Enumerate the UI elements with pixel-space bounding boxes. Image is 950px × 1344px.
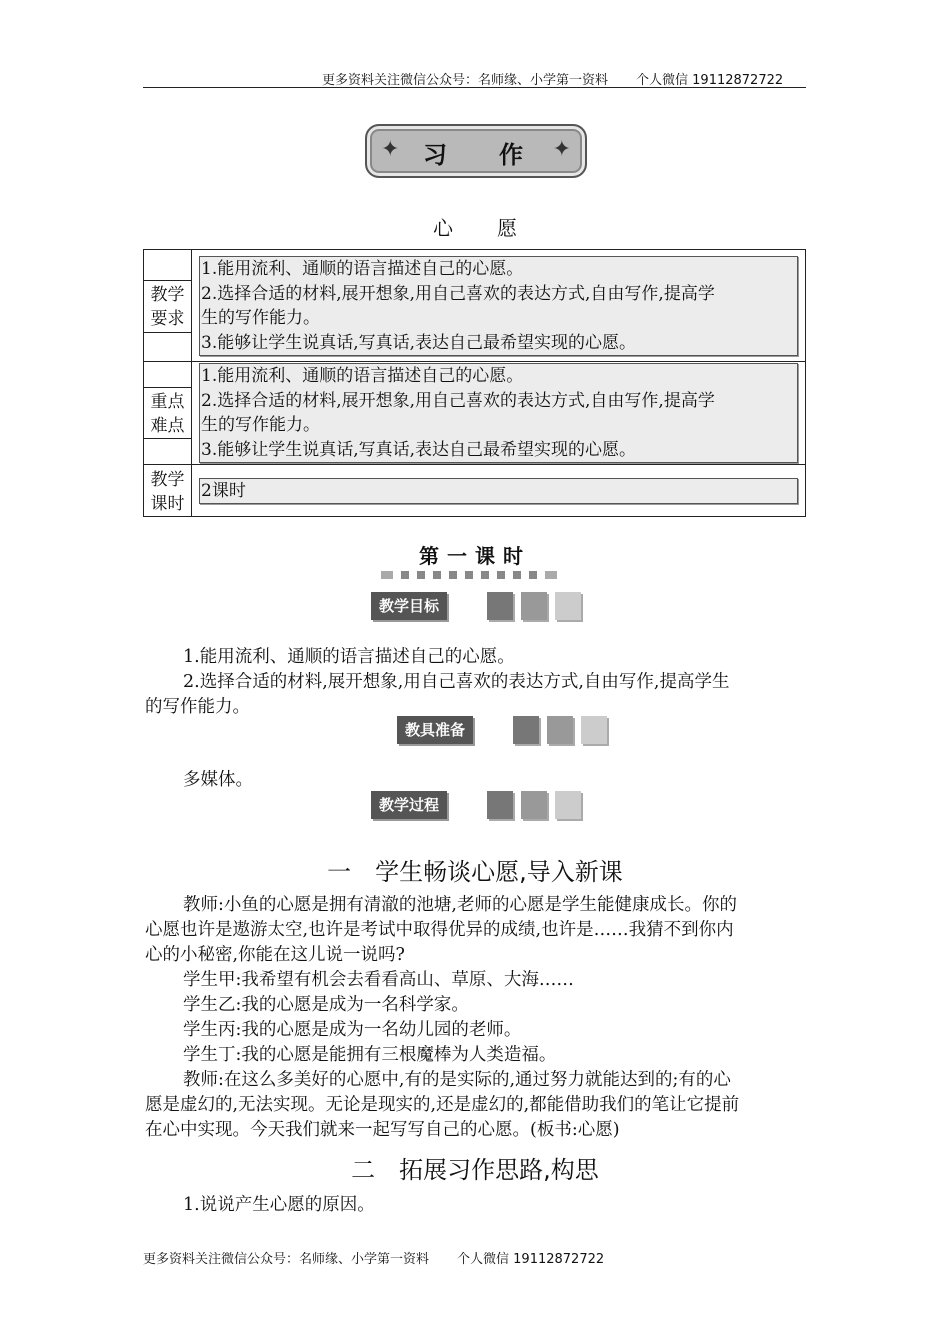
- badge-square: [521, 592, 547, 620]
- lesson-table: [143, 249, 806, 517]
- badge-square: [513, 716, 539, 744]
- cell-line: 2.选择合适的材料,展开想象,用自己喜欢的表达方式,自由写作,提高学: [201, 390, 715, 411]
- label-line: 难点: [150, 416, 185, 436]
- cell-line: 生的写作能力。: [201, 415, 320, 435]
- header-text: 更多资料关注微信公众号：名师缘、小学第一资料: [322, 73, 609, 88]
- banner-char-2: 作: [499, 141, 523, 169]
- part1-line: 教师:在这么多美好的心愿中,有的是实际的,通过努力就能达到的;有的心: [183, 1070, 731, 1090]
- label-line: 教学: [150, 470, 185, 490]
- part1-line: 心愿也许是遨游太空,也许是考试中取得优异的成绩,也许是……我猜不到你内: [145, 920, 734, 940]
- table-row-divider: [144, 361, 805, 362]
- badge-goals: [371, 592, 581, 620]
- badge-square: [581, 716, 607, 744]
- dot: [497, 571, 505, 579]
- footer-wechat: 个人微信 19112872722: [457, 1252, 605, 1267]
- badge-square: [555, 791, 581, 819]
- cell-line: 1.能用流利、通顺的语言描述自己的心愿。: [201, 366, 524, 386]
- badge-square: [521, 791, 547, 819]
- table-label-divider: [144, 438, 191, 439]
- dot: [529, 571, 537, 579]
- part1-line: 学生丁:我的心愿是能拥有三根魔棒为人类造福。: [183, 1045, 557, 1065]
- cell-periods: [199, 478, 798, 504]
- badge-tools: [397, 716, 607, 744]
- cell-line: 1.能用流利、通顺的语言描述自己的心愿。: [201, 259, 524, 279]
- label-line: 教学: [150, 285, 185, 305]
- cell-line: 2课时: [201, 481, 246, 501]
- dot: [545, 571, 557, 579]
- table-column-divider: [191, 250, 192, 516]
- section-banner-xizuo: [365, 124, 587, 178]
- footer-text: 更多资料关注微信公众号：名师缘、小学第一资料: [143, 1252, 430, 1267]
- table-label-divider: [144, 280, 191, 281]
- star-right-icon: ✦: [552, 137, 571, 162]
- cell-line: 3.能够让学生说真话,写真话,表达自己最希望实现的心愿。: [201, 439, 637, 460]
- dot: [417, 571, 425, 579]
- row-label-requirements: [144, 283, 191, 331]
- page-title: 心愿: [433, 216, 561, 240]
- part1-line: 愿是虚幻的,无法实现。无论是现实的,还是虚幻的,都能借助我们的笔让它提前: [145, 1095, 740, 1115]
- part2-line: 1.说说产生心愿的原因。: [183, 1195, 375, 1215]
- banner-char-1: 习: [423, 141, 447, 169]
- label-line: 重点: [150, 392, 185, 412]
- label-line: 课时: [150, 494, 185, 514]
- badge-square: [547, 716, 573, 744]
- badge-square: [487, 791, 513, 819]
- part1-line: 学生乙:我的心愿是成为一名科学家。: [183, 995, 469, 1015]
- goal-line: 1.能用流利、通顺的语言描述自己的心愿。: [183, 647, 515, 667]
- cell-line: 生的写作能力。: [201, 308, 320, 328]
- goal-line: 2.选择合适的材料,展开想象,用自己喜欢的表达方式,自由写作,提高学生: [183, 672, 730, 692]
- star-left-icon: ✦: [381, 137, 400, 162]
- part1-line: 学生丙:我的心愿是成为一名幼儿园的老师。: [183, 1020, 522, 1040]
- table-label-divider: [144, 387, 191, 388]
- section-dots: [381, 568, 569, 582]
- page-header: [322, 69, 783, 88]
- table-row-divider: [144, 464, 805, 465]
- page-footer: [143, 1248, 604, 1267]
- badge-square: [487, 592, 513, 620]
- badge-label: 教具准备: [397, 716, 473, 744]
- dot: [381, 571, 393, 579]
- header-rule: [143, 87, 806, 88]
- cell-line: 3.能够让学生说真话,写真话,表达自己最希望实现的心愿。: [201, 332, 637, 353]
- row-label-keypoints: [144, 390, 191, 438]
- badge-process: [371, 791, 581, 819]
- dot: [449, 571, 457, 579]
- dot: [401, 571, 409, 579]
- section-title: 第一课时: [419, 544, 531, 568]
- part1-line: 学生甲:我希望有机会去看看高山、草原、大海……: [183, 970, 574, 990]
- row-label-periods: [144, 468, 191, 516]
- dot: [481, 571, 489, 579]
- label-line: 要求: [150, 309, 185, 329]
- part1-line: 教师:小鱼的心愿是拥有清澈的池塘,老师的心愿是学生能健康成长。你的: [183, 895, 737, 915]
- part1-line: 在心中实现。今天我们就来一起写写自己的心愿。(板书:心愿): [145, 1120, 620, 1140]
- part1-line: 心的小秘密,你能在这儿说一说吗?: [145, 945, 405, 965]
- part2-heading: 二 拓展习作思路,构思: [351, 1156, 599, 1184]
- goal-line: 的写作能力。: [145, 697, 250, 717]
- cell-requirements: [199, 256, 798, 356]
- header-wechat: 个人微信 19112872722: [636, 73, 784, 88]
- table-label-divider: [144, 332, 191, 333]
- dot: [465, 571, 473, 579]
- badge-label: 教学过程: [371, 791, 447, 819]
- part1-heading: 一 学生畅谈心愿,导入新课: [327, 858, 623, 886]
- cell-keypoints: [199, 363, 798, 463]
- badge-label: 教学目标: [371, 592, 447, 620]
- tools-text: 多媒体。: [183, 770, 253, 790]
- dot: [433, 571, 441, 579]
- badge-square: [555, 592, 581, 620]
- dot: [513, 571, 521, 579]
- cell-line: 2.选择合适的材料,展开想象,用自己喜欢的表达方式,自由写作,提高学: [201, 283, 715, 304]
